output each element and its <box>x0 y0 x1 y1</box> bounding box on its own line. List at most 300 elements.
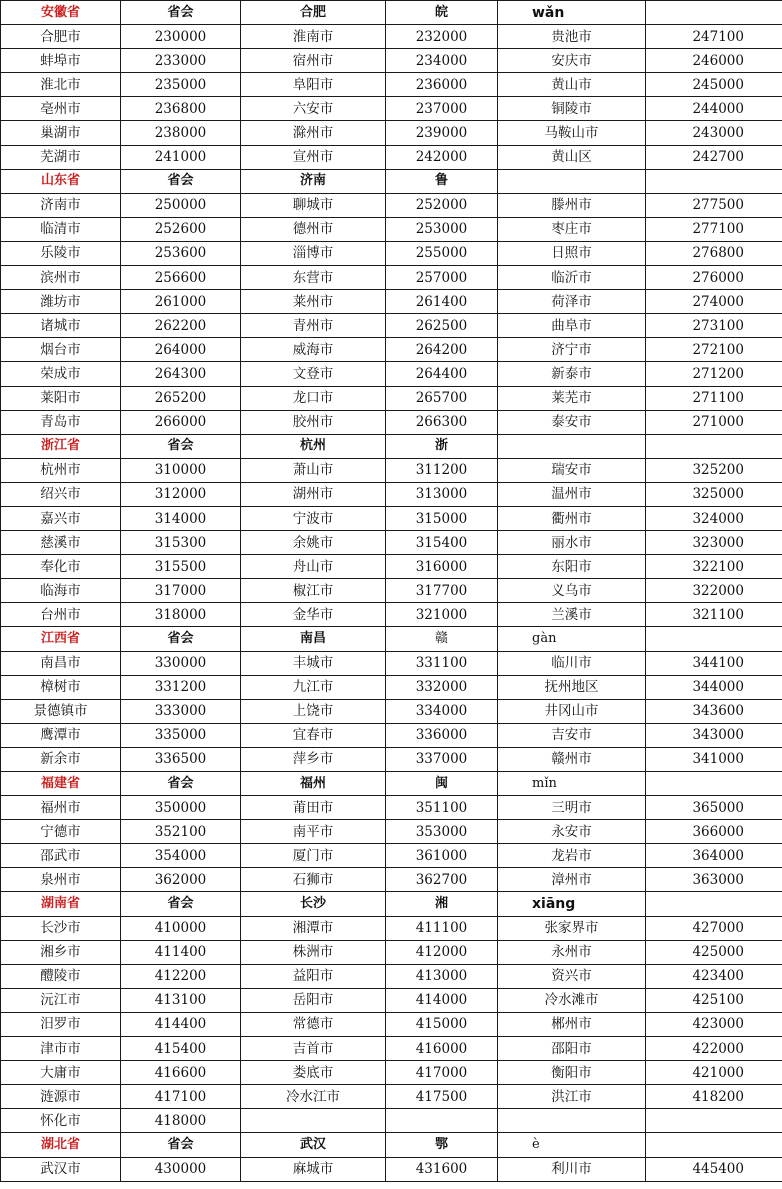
city-name-cell <box>241 1109 386 1133</box>
city-name-cell: 泉州市 <box>1 868 121 892</box>
city-name-cell: 龙岩市 <box>498 844 646 868</box>
table-row <box>1 338 782 362</box>
city-name-cell: 舟山市 <box>241 555 386 579</box>
postal-code-cell: 313000 <box>386 482 498 506</box>
city-name-cell: 沅江市 <box>1 988 121 1012</box>
postal-code-cell: 234000 <box>386 49 498 73</box>
city-name-cell: 金华市 <box>241 603 386 627</box>
city-name-cell: 贵池市 <box>498 25 646 49</box>
province-name: 湖北省 <box>1 1133 121 1157</box>
postal-code-cell: 418200 <box>646 1085 782 1109</box>
postal-code-cell: 242700 <box>646 145 782 169</box>
postal-code-cell: 361000 <box>386 844 498 868</box>
postal-code-cell: 252600 <box>121 217 241 241</box>
city-name-cell: 义乌市 <box>498 579 646 603</box>
capital-label: 省会 <box>121 169 241 193</box>
postal-code-cell: 362000 <box>121 868 241 892</box>
province-header-row <box>1 772 782 796</box>
city-name-cell: 涟源市 <box>1 1085 121 1109</box>
postal-code-cell: 264300 <box>121 362 241 386</box>
capital-city: 福州 <box>241 772 386 796</box>
postal-code-cell: 417100 <box>121 1085 241 1109</box>
city-name-cell: 湘潭市 <box>241 916 386 940</box>
table-row <box>1 1085 782 1109</box>
postal-code-cell <box>386 1109 498 1133</box>
abbreviation-pinyin: wǎn <box>498 1 646 25</box>
city-name-cell: 岳阳市 <box>241 988 386 1012</box>
city-name-cell: 合肥市 <box>1 25 121 49</box>
city-name-cell: 临海市 <box>1 579 121 603</box>
table-row <box>1 217 782 241</box>
postal-code-cell: 244000 <box>646 97 782 121</box>
postal-code-cell: 315300 <box>121 531 241 555</box>
postal-code-cell: 236800 <box>121 97 241 121</box>
city-name-cell: 津市市 <box>1 1037 121 1061</box>
city-name-cell: 蚌埠市 <box>1 49 121 73</box>
postal-code-cell: 311200 <box>386 458 498 482</box>
city-name-cell: 青州市 <box>241 314 386 338</box>
postal-code-cell: 315000 <box>386 506 498 530</box>
city-name-cell: 石狮市 <box>241 868 386 892</box>
province-abbreviation: 赣 <box>386 627 498 651</box>
postal-code-cell: 321100 <box>646 603 782 627</box>
city-name-cell: 上饶市 <box>241 699 386 723</box>
postal-code-cell: 330000 <box>121 651 241 675</box>
city-name-cell: 淮北市 <box>1 73 121 97</box>
postal-code-cell: 417500 <box>386 1085 498 1109</box>
postal-code-cell: 253600 <box>121 241 241 265</box>
city-name-cell: 萧山市 <box>241 458 386 482</box>
postal-code-cell: 415000 <box>386 1012 498 1036</box>
postal-code-cell: 277100 <box>646 217 782 241</box>
capital-city: 合肥 <box>241 1 386 25</box>
abbreviation-pinyin: xiāng <box>498 892 646 916</box>
city-name-cell: 余姚市 <box>241 531 386 555</box>
province-name: 山东省 <box>1 169 121 193</box>
province-abbreviation: 浙 <box>386 434 498 458</box>
empty-cell <box>646 169 782 193</box>
city-name-cell: 济宁市 <box>498 338 646 362</box>
postal-code-cell: 363000 <box>646 868 782 892</box>
table-row <box>1 988 782 1012</box>
table-row <box>1 1037 782 1061</box>
table-row <box>1 699 782 723</box>
postal-code-cell: 335000 <box>121 723 241 747</box>
table-row <box>1 145 782 169</box>
postal-code-cell: 415400 <box>121 1037 241 1061</box>
postal-code-cell: 242000 <box>386 145 498 169</box>
table-row <box>1 97 782 121</box>
capital-label: 省会 <box>121 772 241 796</box>
table-row <box>1 410 782 434</box>
postal-code-cell: 271100 <box>646 386 782 410</box>
city-name-cell: 临清市 <box>1 217 121 241</box>
city-name-cell: 九江市 <box>241 675 386 699</box>
city-name-cell: 六安市 <box>241 97 386 121</box>
postal-code-cell: 343600 <box>646 699 782 723</box>
city-name-cell: 临川市 <box>498 651 646 675</box>
table-row <box>1 916 782 940</box>
city-name-cell: 荣成市 <box>1 362 121 386</box>
city-name-cell: 滕州市 <box>498 193 646 217</box>
postal-code-cell: 412000 <box>386 940 498 964</box>
city-name-cell: 大庸市 <box>1 1061 121 1085</box>
table-row <box>1 506 782 530</box>
capital-label: 省会 <box>121 1 241 25</box>
city-name-cell: 怀化市 <box>1 1109 121 1133</box>
city-name-cell: 南平市 <box>241 820 386 844</box>
table-row <box>1 531 782 555</box>
province-header-row <box>1 169 782 193</box>
city-name-cell: 亳州市 <box>1 97 121 121</box>
province-name: 福建省 <box>1 772 121 796</box>
postal-code-cell: 411400 <box>121 940 241 964</box>
province-header-row <box>1 892 782 916</box>
city-name-cell: 临沂市 <box>498 266 646 290</box>
abbreviation-pinyin: gàn <box>498 627 646 651</box>
city-name-cell: 绍兴市 <box>1 482 121 506</box>
postal-code-cell: 257000 <box>386 266 498 290</box>
city-name-cell: 日照市 <box>498 241 646 265</box>
province-header-row <box>1 1 782 25</box>
city-name-cell: 烟台市 <box>1 338 121 362</box>
table-row <box>1 1012 782 1036</box>
postal-code-cell: 232000 <box>386 25 498 49</box>
city-name-cell: 武汉市 <box>1 1157 121 1181</box>
city-name-cell: 淮南市 <box>241 25 386 49</box>
postal-code-cell: 410000 <box>121 916 241 940</box>
city-name-cell: 株洲市 <box>241 940 386 964</box>
city-name-cell: 吉安市 <box>498 723 646 747</box>
table-row <box>1 482 782 506</box>
postal-code-cell: 265200 <box>121 386 241 410</box>
city-name-cell: 吉首市 <box>241 1037 386 1061</box>
city-name-cell: 聊城市 <box>241 193 386 217</box>
table-row <box>1 73 782 97</box>
postal-code-cell: 413000 <box>386 964 498 988</box>
table-row <box>1 49 782 73</box>
capital-label: 省会 <box>121 627 241 651</box>
postal-code-cell: 430000 <box>121 1157 241 1181</box>
city-name-cell: 郴州市 <box>498 1012 646 1036</box>
abbreviation-pinyin: mǐn <box>498 772 646 796</box>
postal-code-cell: 427000 <box>646 916 782 940</box>
empty-cell <box>646 892 782 916</box>
capital-city: 长沙 <box>241 892 386 916</box>
city-name-cell: 淄博市 <box>241 241 386 265</box>
postal-code-cell: 364000 <box>646 844 782 868</box>
city-name-cell: 福州市 <box>1 796 121 820</box>
postal-code-cell: 423000 <box>646 1012 782 1036</box>
postal-code-cell: 331100 <box>386 651 498 675</box>
postal-code-cell: 352100 <box>121 820 241 844</box>
city-name-cell <box>498 1109 646 1133</box>
city-name-cell: 诸城市 <box>1 314 121 338</box>
city-name-cell: 抚州地区 <box>498 675 646 699</box>
postal-code-cell: 337000 <box>386 747 498 771</box>
postal-code-cell: 416000 <box>386 1037 498 1061</box>
city-name-cell: 丽水市 <box>498 531 646 555</box>
table-row <box>1 651 782 675</box>
empty-cell <box>646 627 782 651</box>
table-row <box>1 386 782 410</box>
city-name-cell: 荷泽市 <box>498 290 646 314</box>
province-header-row <box>1 434 782 458</box>
postal-code-cell: 233000 <box>121 49 241 73</box>
postal-code-cell: 266000 <box>121 410 241 434</box>
city-name-cell: 长沙市 <box>1 916 121 940</box>
table-row <box>1 820 782 844</box>
city-name-cell: 永州市 <box>498 940 646 964</box>
table-row <box>1 579 782 603</box>
city-name-cell: 宜春市 <box>241 723 386 747</box>
postal-code-cell: 256600 <box>121 266 241 290</box>
city-name-cell: 醴陵市 <box>1 964 121 988</box>
city-name-cell: 萍乡市 <box>241 747 386 771</box>
city-name-cell: 宁波市 <box>241 506 386 530</box>
table-row <box>1 1157 782 1181</box>
postal-code-cell: 431600 <box>386 1157 498 1181</box>
city-name-cell: 杭州市 <box>1 458 121 482</box>
capital-label: 省会 <box>121 892 241 916</box>
postal-code-cell: 354000 <box>121 844 241 868</box>
postal-code-cell: 321000 <box>386 603 498 627</box>
postal-code-cell: 314000 <box>121 506 241 530</box>
table-row <box>1 25 782 49</box>
province-name: 江西省 <box>1 627 121 651</box>
city-name-cell: 三明市 <box>498 796 646 820</box>
postal-code-cell: 423400 <box>646 964 782 988</box>
postal-code-cell: 252000 <box>386 193 498 217</box>
capital-label: 省会 <box>121 434 241 458</box>
postal-code-cell: 334000 <box>386 699 498 723</box>
city-name-cell: 文登市 <box>241 362 386 386</box>
city-name-cell: 宁德市 <box>1 820 121 844</box>
city-name-cell: 瑞安市 <box>498 458 646 482</box>
postal-code-cell: 341000 <box>646 747 782 771</box>
postal-code-cell: 425100 <box>646 988 782 1012</box>
postal-code-cell: 324000 <box>646 506 782 530</box>
postal-code-cell: 236000 <box>386 73 498 97</box>
table-row <box>1 940 782 964</box>
postal-code-cell: 276000 <box>646 266 782 290</box>
city-name-cell: 安庆市 <box>498 49 646 73</box>
postal-code-cell: 414400 <box>121 1012 241 1036</box>
postal-code-cell: 277500 <box>646 193 782 217</box>
postal-code-cell: 237000 <box>386 97 498 121</box>
city-name-cell: 胶州市 <box>241 410 386 434</box>
postal-code-cell: 266300 <box>386 410 498 434</box>
postal-code-cell: 271000 <box>646 410 782 434</box>
table-row <box>1 121 782 145</box>
postal-code-cell: 343000 <box>646 723 782 747</box>
city-name-cell: 衡阳市 <box>498 1061 646 1085</box>
city-name-cell: 漳州市 <box>498 868 646 892</box>
city-name-cell: 景德镇市 <box>1 699 121 723</box>
province-abbreviation: 鄂 <box>386 1133 498 1157</box>
postal-code-cell: 414000 <box>386 988 498 1012</box>
city-name-cell: 阜阳市 <box>241 73 386 97</box>
city-name-cell: 冷水江市 <box>241 1085 386 1109</box>
city-name-cell: 马鞍山市 <box>498 121 646 145</box>
postal-code-cell: 273100 <box>646 314 782 338</box>
table-row <box>1 193 782 217</box>
postal-code-cell: 336000 <box>386 723 498 747</box>
table-row <box>1 723 782 747</box>
postal-code-cell: 253000 <box>386 217 498 241</box>
postal-code-cell: 239000 <box>386 121 498 145</box>
capital-city: 武汉 <box>241 1133 386 1157</box>
city-name-cell: 鹰潭市 <box>1 723 121 747</box>
empty-cell <box>646 772 782 796</box>
postal-code-cell: 272100 <box>646 338 782 362</box>
postal-code-cell: 315500 <box>121 555 241 579</box>
city-name-cell: 莱芜市 <box>498 386 646 410</box>
postal-code-cell: 250000 <box>121 193 241 217</box>
province-header-row <box>1 627 782 651</box>
city-name-cell: 台州市 <box>1 603 121 627</box>
city-name-cell: 巢湖市 <box>1 121 121 145</box>
postal-code-cell: 265700 <box>386 386 498 410</box>
empty-cell <box>646 1 782 25</box>
table-row <box>1 603 782 627</box>
table-row <box>1 266 782 290</box>
postal-code-cell: 241000 <box>121 145 241 169</box>
city-name-cell: 东阳市 <box>498 555 646 579</box>
postal-code-cell: 247100 <box>646 25 782 49</box>
postal-code-cell: 353000 <box>386 820 498 844</box>
postal-code-cell: 274000 <box>646 290 782 314</box>
city-name-cell: 莱州市 <box>241 290 386 314</box>
city-name-cell: 宿州市 <box>241 49 386 73</box>
postal-code-cell: 271200 <box>646 362 782 386</box>
postal-code-cell: 422000 <box>646 1037 782 1061</box>
province-abbreviation: 鲁 <box>386 169 498 193</box>
city-name-cell: 湘乡市 <box>1 940 121 964</box>
postal-code-cell: 264200 <box>386 338 498 362</box>
postal-code-cell: 351100 <box>386 796 498 820</box>
capital-city: 济南 <box>241 169 386 193</box>
table-row <box>1 844 782 868</box>
table-row <box>1 796 782 820</box>
postal-code-cell: 323000 <box>646 531 782 555</box>
city-name-cell: 兰溪市 <box>498 603 646 627</box>
postal-code-cell: 235000 <box>121 73 241 97</box>
postal-code-cell: 276800 <box>646 241 782 265</box>
city-name-cell: 井冈山市 <box>498 699 646 723</box>
postal-code-cell: 365000 <box>646 796 782 820</box>
table-row <box>1 1061 782 1085</box>
postal-code-cell: 322100 <box>646 555 782 579</box>
city-name-cell: 南昌市 <box>1 651 121 675</box>
capital-city: 杭州 <box>241 434 386 458</box>
city-name-cell: 芜湖市 <box>1 145 121 169</box>
postal-code-cell: 315400 <box>386 531 498 555</box>
city-name-cell: 宣州市 <box>241 145 386 169</box>
capital-city: 南昌 <box>241 627 386 651</box>
province-name: 安徽省 <box>1 1 121 25</box>
city-name-cell: 冷水滩市 <box>498 988 646 1012</box>
empty-cell <box>646 1133 782 1157</box>
postal-code-cell: 425000 <box>646 940 782 964</box>
city-name-cell: 曲阜市 <box>498 314 646 338</box>
postal-code-cell: 336500 <box>121 747 241 771</box>
postal-code-cell: 418000 <box>121 1109 241 1133</box>
city-name-cell: 潍坊市 <box>1 290 121 314</box>
table-row <box>1 1109 782 1133</box>
postal-code-cell: 421000 <box>646 1061 782 1085</box>
postal-code-cell: 445400 <box>646 1157 782 1181</box>
city-name-cell: 椒江市 <box>241 579 386 603</box>
city-name-cell: 枣庄市 <box>498 217 646 241</box>
city-name-cell: 黄山市 <box>498 73 646 97</box>
table-row <box>1 290 782 314</box>
table-row <box>1 241 782 265</box>
table-row <box>1 314 782 338</box>
city-name-cell: 利川市 <box>498 1157 646 1181</box>
province-header-row <box>1 1133 782 1157</box>
empty-cell <box>646 434 782 458</box>
postal-code-cell: 262200 <box>121 314 241 338</box>
province-abbreviation: 湘 <box>386 892 498 916</box>
postal-code-cell: 344100 <box>646 651 782 675</box>
province-abbreviation: 闽 <box>386 772 498 796</box>
postal-code-cell: 312000 <box>121 482 241 506</box>
postal-code-cell: 325000 <box>646 482 782 506</box>
postal-code-cell: 322000 <box>646 579 782 603</box>
city-name-cell: 新泰市 <box>498 362 646 386</box>
city-name-cell: 永安市 <box>498 820 646 844</box>
postal-code-cell: 243000 <box>646 121 782 145</box>
postal-code-cell: 262500 <box>386 314 498 338</box>
province-abbreviation: 皖 <box>386 1 498 25</box>
city-name-cell: 湖州市 <box>241 482 386 506</box>
city-name-cell: 洪江市 <box>498 1085 646 1109</box>
table-row <box>1 747 782 771</box>
city-name-cell: 厦门市 <box>241 844 386 868</box>
postal-code-cell: 264400 <box>386 362 498 386</box>
city-name-cell: 资兴市 <box>498 964 646 988</box>
abbreviation-pinyin: è <box>498 1133 646 1157</box>
city-name-cell: 樟树市 <box>1 675 121 699</box>
postal-code-cell: 317000 <box>121 579 241 603</box>
postal-code-cell <box>646 1109 782 1133</box>
city-name-cell: 衢州市 <box>498 506 646 530</box>
city-name-cell: 新余市 <box>1 747 121 771</box>
city-name-cell: 赣州市 <box>498 747 646 771</box>
postal-code-cell: 366000 <box>646 820 782 844</box>
city-name-cell: 张家界市 <box>498 916 646 940</box>
table-row <box>1 362 782 386</box>
postal-code-cell: 411100 <box>386 916 498 940</box>
table-row <box>1 964 782 988</box>
city-name-cell: 奉化市 <box>1 555 121 579</box>
postal-code-cell: 316000 <box>386 555 498 579</box>
city-name-cell: 滁州市 <box>241 121 386 145</box>
postal-code-cell: 318000 <box>121 603 241 627</box>
postal-code-cell: 238000 <box>121 121 241 145</box>
postal-code-cell: 333000 <box>121 699 241 723</box>
city-name-cell: 莆田市 <box>241 796 386 820</box>
table-row <box>1 868 782 892</box>
postal-code-cell: 310000 <box>121 458 241 482</box>
postal-code-cell: 264000 <box>121 338 241 362</box>
city-name-cell: 铜陵市 <box>498 97 646 121</box>
postal-code-cell: 245000 <box>646 73 782 97</box>
city-name-cell: 德州市 <box>241 217 386 241</box>
postal-code-cell: 412200 <box>121 964 241 988</box>
table-row <box>1 555 782 579</box>
